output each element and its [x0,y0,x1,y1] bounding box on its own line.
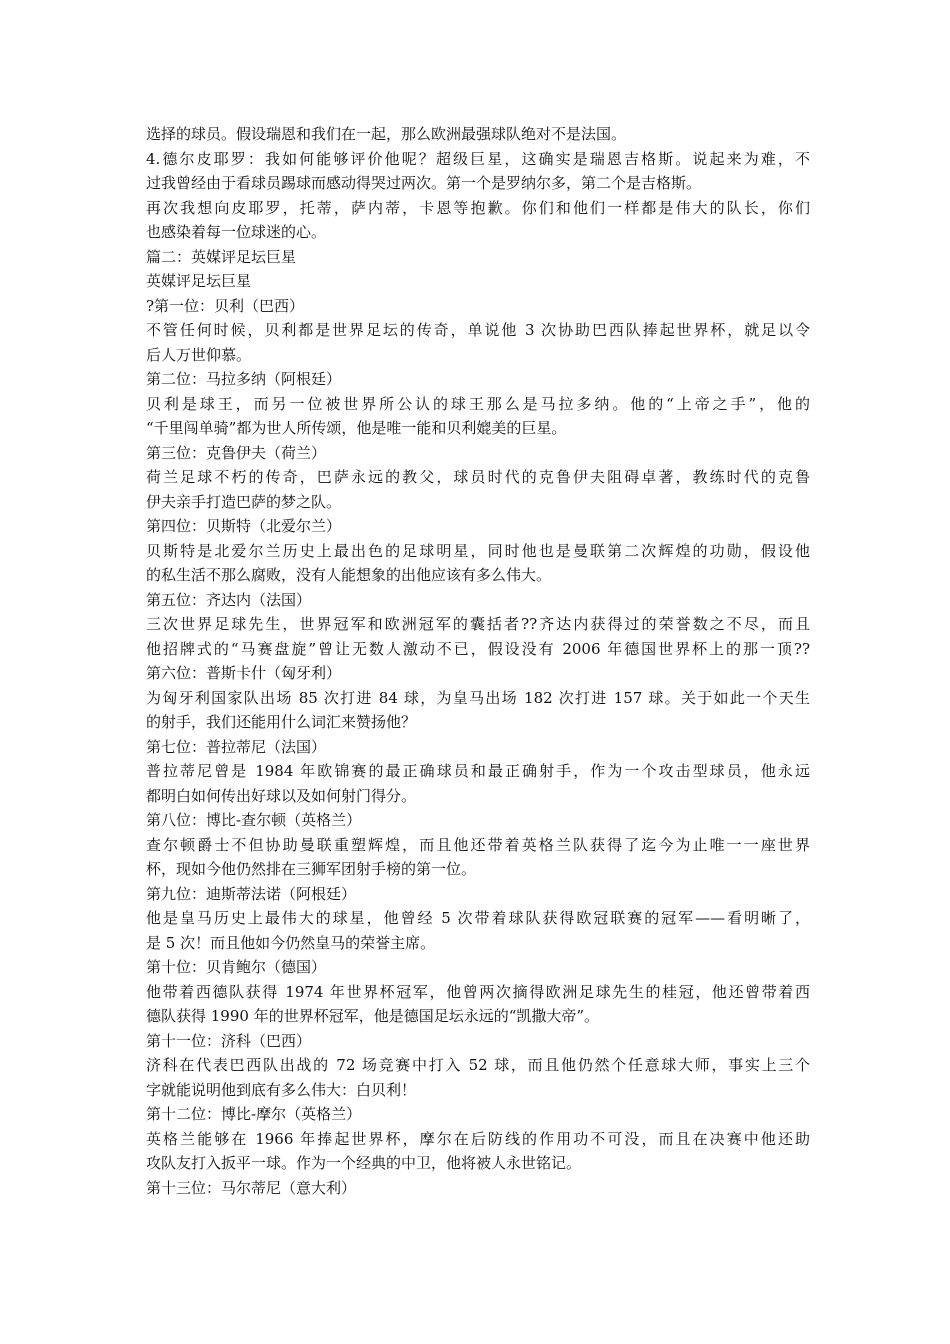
text-line: 伊夫亲手打造巴萨的梦之队。 [146,492,342,511]
text-line: 第四位：贝斯特（北爱尔兰） [146,517,342,535]
text-line: 篇二：英媒评足坛巨星 [146,247,297,266]
text-line: 他招牌式的“马赛盘旋”曾让无数人激动不已，假设没有 2006 年德国世界杯上的那一顶?? [146,639,810,658]
text-line: 查尔顿爵士不但协助曼联重塑辉煌，而且他还带着英格兰队获得了迄今为止唯一一座世界 [146,835,810,854]
text-line: 三次世界足球先生，世界冠军和欧洲冠军的囊括者??齐达内获得过的荣誉数之不尽，而且 [146,615,810,633]
text-line: 也感染着每一位球迷的心。 [146,223,327,241]
text-line: 第十位：贝肯鲍尔（德国） [146,958,327,976]
text-line: 字就能说明他到底有多么伟大：白贝利！ [146,1080,417,1099]
text-line: 攻队友打入扳平一球。作为一个经典的中卫，他将被人永世铭记。 [146,1154,582,1172]
text-line: 第十三位：马尔蒂尼（意大利） [146,1178,357,1197]
text-line: 都明白如何传出好球以及如何射门得分。 [146,786,417,805]
text-line: 英媒评足坛巨星 [146,272,252,290]
text-line: 济科在代表巴西队出战的 72 场竞赛中打入 52 球，而且他仍然个任意球大师，事实上三个 [146,1056,810,1074]
text-line: 第十一位：济科（巴西） [146,1031,312,1050]
text-line: 选择的球员。假设瑞恩和我们在一起，那么欧洲最强球队绝对不是法国。 [146,125,627,143]
text-line: 是 5 次！而且他如今仍然皇马的荣誉主席。 [146,933,436,952]
text-line: 他是皇马历史上最伟大的球星，他曾经 5 次带着球队获得欧冠联赛的冠军——看明晰了， [146,909,810,927]
text-line: 第五位：齐达内（法国） [146,590,312,609]
text-line: 德队获得 1990 年的世界杯冠军，他是德国足坛永远的“凯撒大帝”。 [146,1007,600,1025]
text-line: 他带着西德队获得 1974 年世界杯冠军，他曾两次摘得欧洲足球先生的桂冠，他还曾带着西 [146,982,810,1001]
text-line: 荷兰足球不朽的传奇，巴萨永远的教父，球员时代的克鲁伊夫阻碍卓著，教练时代的克鲁 [146,468,810,486]
text-line: 再次我想向皮耶罗，托蒂，萨内蒂，卡恩等抱歉。你们和他们一样都是伟大的队长，你们 [146,198,810,217]
text-line: 第二位：马拉多纳（阿根廷） [146,370,342,388]
text-line: ?第一位：贝利（巴西） [146,296,305,315]
text-line: 普拉蒂尼曾是 1984 年欧锦赛的最正确球员和最正确射手，作为一个攻击型球员，他永远 [146,762,810,780]
text-line: 第十二位：博比-摩尔（英格兰） [146,1105,362,1123]
text-line: 的私生活不那么腐败，没有人能想象的出他应该有多么伟大。 [146,566,552,584]
text-line: 第六位：普斯卡什（匈牙利） [146,664,342,682]
text-line: “千里闯单骑”都为世人所传颂，他是唯一能和贝利媲美的巨星。 [146,419,567,437]
text-line: 第八位：博比-查尔顿（英格兰） [146,811,362,829]
text-line: 过我曾经由于看球员踢球而感动得哭过两次。第一个是罗纳尔多，第二个是吉格斯。 [146,174,702,192]
text-line: 第七位：普拉蒂尼（法国） [146,737,327,756]
text-line: 贝利是球王，而另一位被世界所公认的球王那么是马拉多纳。他的“上帝之手”，他的 [146,394,810,413]
text-line: 为匈牙利国家队出场 85 次打进 84 球，为皇马出场 182 次打进 157 球。关于如此一个天生 [146,688,810,707]
text-line: 4.德尔皮耶罗：我如何能够评价他呢？超级巨星，这确实是瑞恩吉格斯。说起来为难，不 [146,149,810,168]
text-line: 的射手，我们还能用什么词汇来赞扬他？ [146,713,417,731]
text-line: 贝斯特是北爱尔兰历史上最出色的足球明星，同时他也是曼联第二次辉煌的功勋，假设他 [146,541,810,560]
text-line: 英格兰能够在 1966 年捧起世界杯，摩尔在后防线的作用功不可没，而且在决赛中他还助 [146,1129,810,1148]
text-line: 杯，现如今他仍然排在三狮军团射手榜的第一位。 [146,860,477,878]
text-line: 后人万世仰慕。 [146,345,252,364]
document-body [146,122,810,1200]
text-line: 不管任何时候，贝利都是世界足坛的传奇，单说他 3 次协助巴西队捧起世界杯，就足以令 [146,321,810,339]
text-line: 第三位：克鲁伊夫（荷兰） [146,443,327,462]
text-line: 第九位：迪斯蒂法诺（阿根廷） [146,884,357,903]
